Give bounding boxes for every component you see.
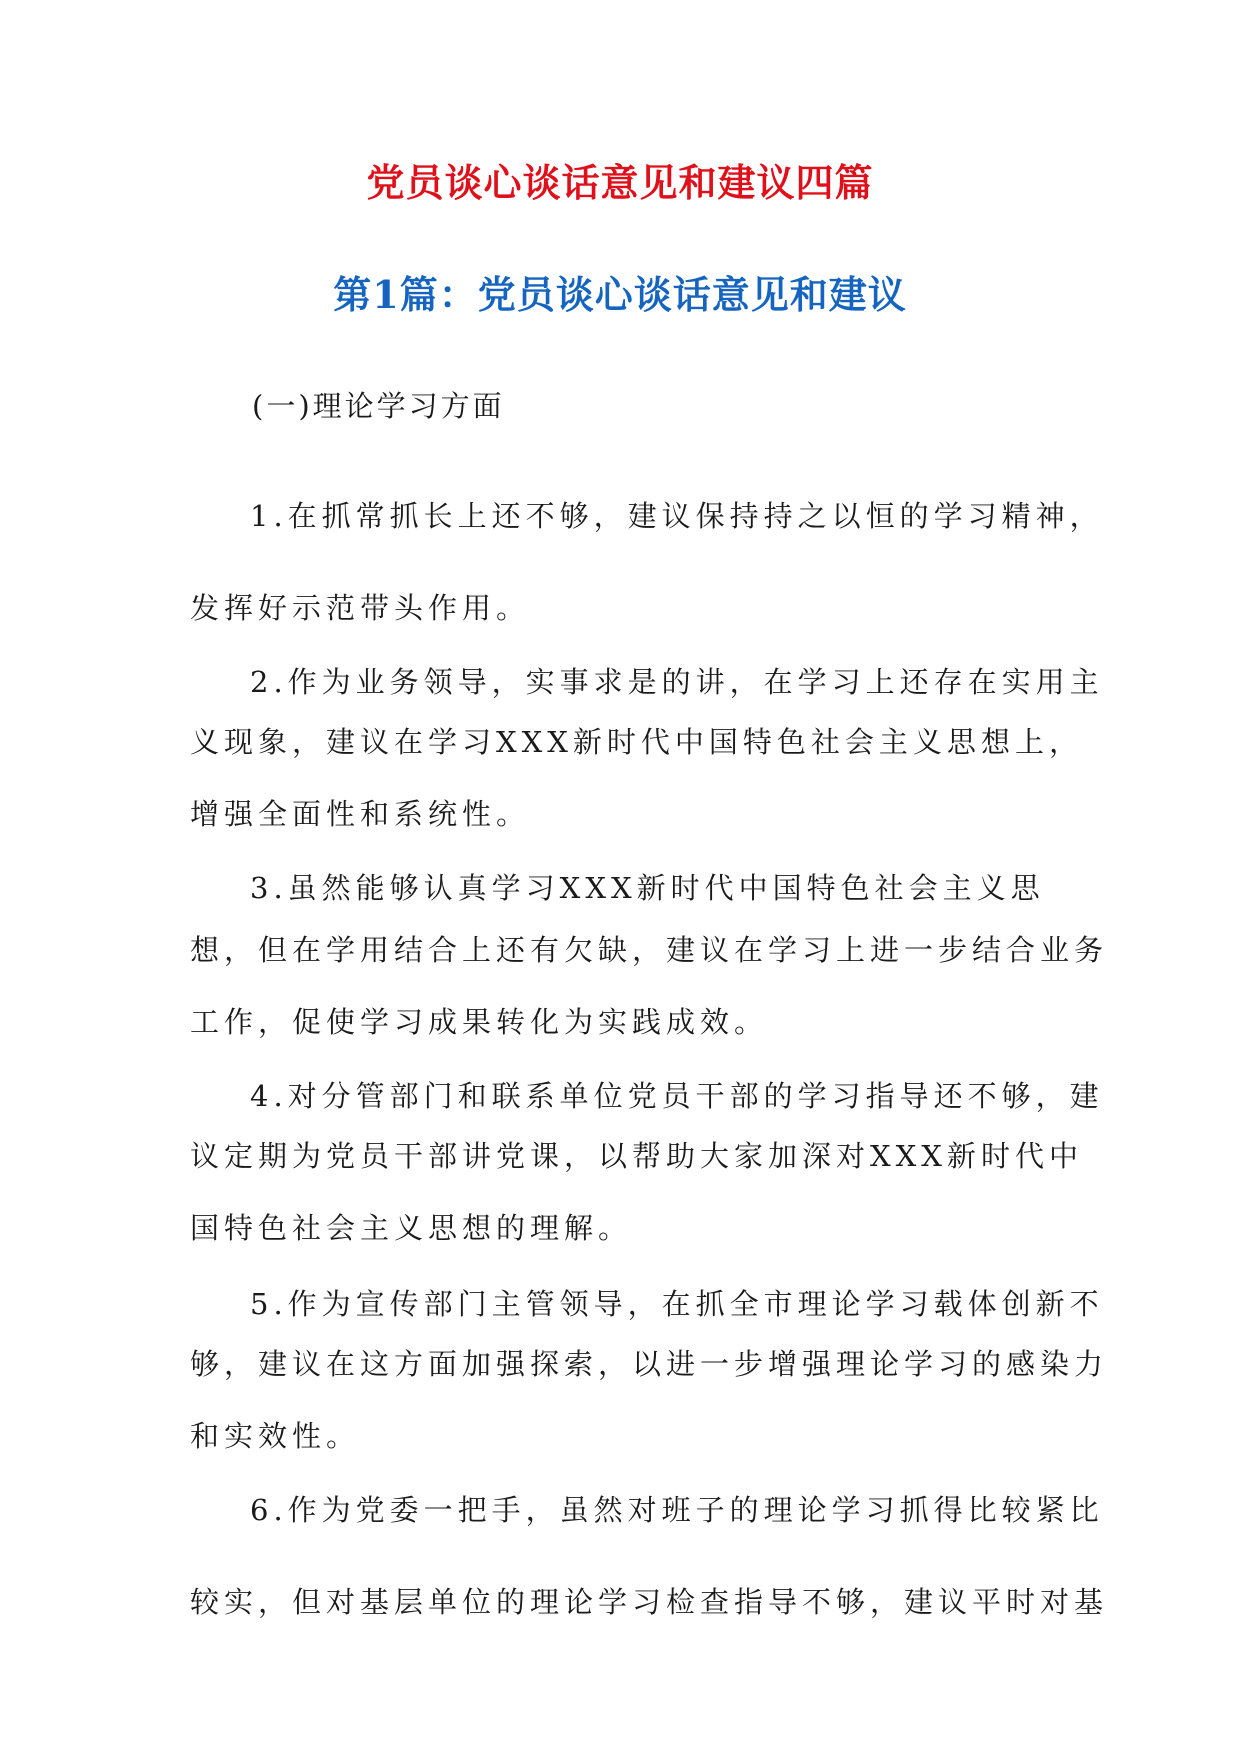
paragraph-line: 5.作为宣传部门主管领导，在抓全市理论学习载体创新不 bbox=[250, 1287, 1104, 1321]
document-title: 党员谈心谈话意见和建议四篇 bbox=[366, 160, 874, 205]
paragraph-line: 2.作为业务领导，实事求是的讲，在学习上还存在实用主 bbox=[250, 665, 1104, 699]
paragraph-line: 想，但在学用结合上还有欠缺，建议在学习上进一步结合业务 bbox=[190, 933, 1109, 967]
paragraph-line: 够，建议在这方面加强探索，以进一步增强理论学习的感染力 bbox=[190, 1347, 1109, 1381]
paragraph-line: 3.虽然能够认真学习XXX新时代中国特色社会主义思 bbox=[250, 871, 1045, 905]
paragraph-line: 和实效性。 bbox=[190, 1419, 361, 1453]
paragraph-line: 较实，但对基层单位的理论学习检查指导不够，建议平时对基 bbox=[190, 1585, 1109, 1619]
paragraph-line: 1.在抓常抓长上还不够，建议保持持之以恒的学习精神， bbox=[250, 499, 1104, 533]
paragraph-line: 增强全面性和系统性。 bbox=[190, 797, 531, 831]
paragraph-line: 义现象，建议在学习XXX新时代中国特色社会主义思想上， bbox=[190, 725, 1083, 759]
paragraph-line: 议定期为党员干部讲党课，以帮助大家加深对XXX新时代中 bbox=[190, 1139, 1083, 1173]
paragraph-line: 6.作为党委一把手，虽然对班子的理论学习抓得比较紧比 bbox=[250, 1493, 1104, 1527]
paragraph-line: 工作，促使学习成果转化为实践成效。 bbox=[190, 1005, 769, 1039]
paragraph-line: 国特色社会主义思想的理解。 bbox=[190, 1211, 633, 1245]
paragraph-line: 发挥好示范带头作用。 bbox=[190, 591, 531, 625]
paragraph-line: 4.对分管部门和联系单位党员干部的学习指导还不够，建 bbox=[250, 1079, 1104, 1113]
article-subtitle: 第1篇：党员谈心谈话意见和建议 bbox=[333, 272, 907, 317]
section-heading: (一)理论学习方面 bbox=[252, 389, 505, 423]
